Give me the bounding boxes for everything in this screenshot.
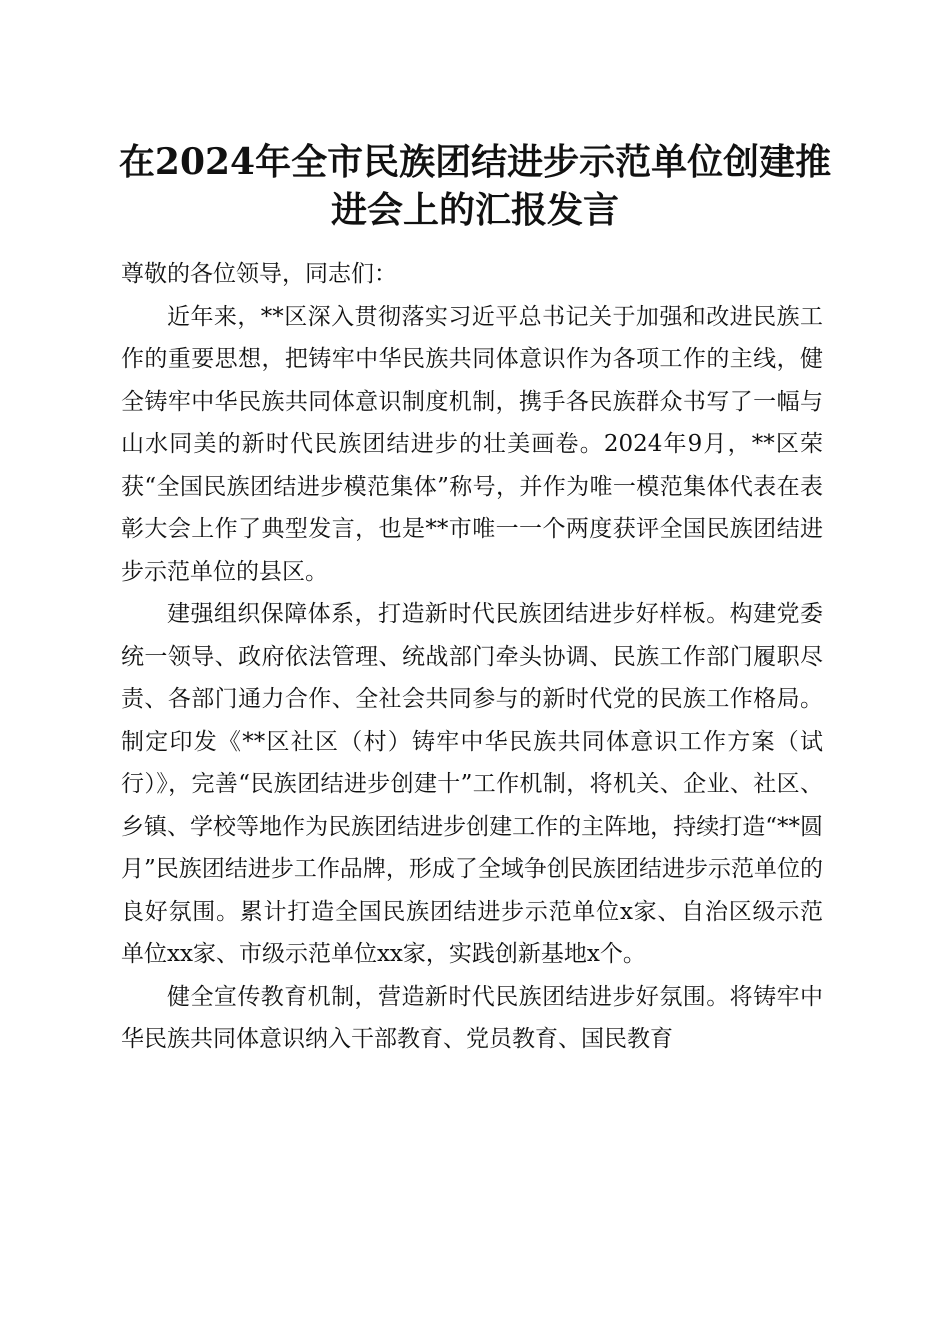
paragraph-education: 健全宣传教育机制，营造新时代民族团结进步好氛围。将铸牢中华民族共同体意识纳入干部教育、党员教育、国民教育 — [121, 983, 823, 1052]
paragraph-intro: 近年来，**区深入贯彻落实习近平总书记关于加强和改进民族工作的重要思想，把铸牢中华民族共同体意识作为各项工作的主线，健全铸牢中华民族共同体意识制度机制，携手各民族群众书写了一幅与山水同美的新时代民族团结进步的壮美画卷。2024年9月，**区荣获“全国民族团结进步模范集体”称号，并作为唯一模范集体代表在表彰大会上作了典型发言，也是**市唯一一个两度获评全国民族团结进步示范单位的县区。 — [121, 303, 823, 585]
title-line-1: 在2024年全市民族团结进步示范单位创建推 — [118, 141, 832, 183]
document-body — [121, 253, 823, 1061]
document-title — [110, 138, 840, 234]
title-line-2: 进会上的汇报发言 — [330, 189, 619, 231]
paragraph-organization: 建强组织保障体系，打造新时代民族团结进步好样板。构建党委统一领导、政府依法管理、统战部门牵头协调、民族工作部门履职尽责、各部门通力合作、全社会共同参与的新时代党的民族工作格局。制定印发《**区社区（村）铸牢中华民族共同体意识工作方案（试行）》，完善“民族团结进步创建十”工作机制，将机关、企业、社区、乡镇、学校等地作为民族团结进步创建工作的主阵地，持续打造“**圆月”民族团结进步工作品牌，形成了全域争创民族团结进步示范单位的良好氛围。累计打造全国民族团结进步示范单位x家、自治区级示范单位xx家、市级示范单位xx家，实践创新基地x个。 — [121, 601, 823, 967]
salutation: 尊敬的各位领导，同志们： — [121, 261, 397, 287]
